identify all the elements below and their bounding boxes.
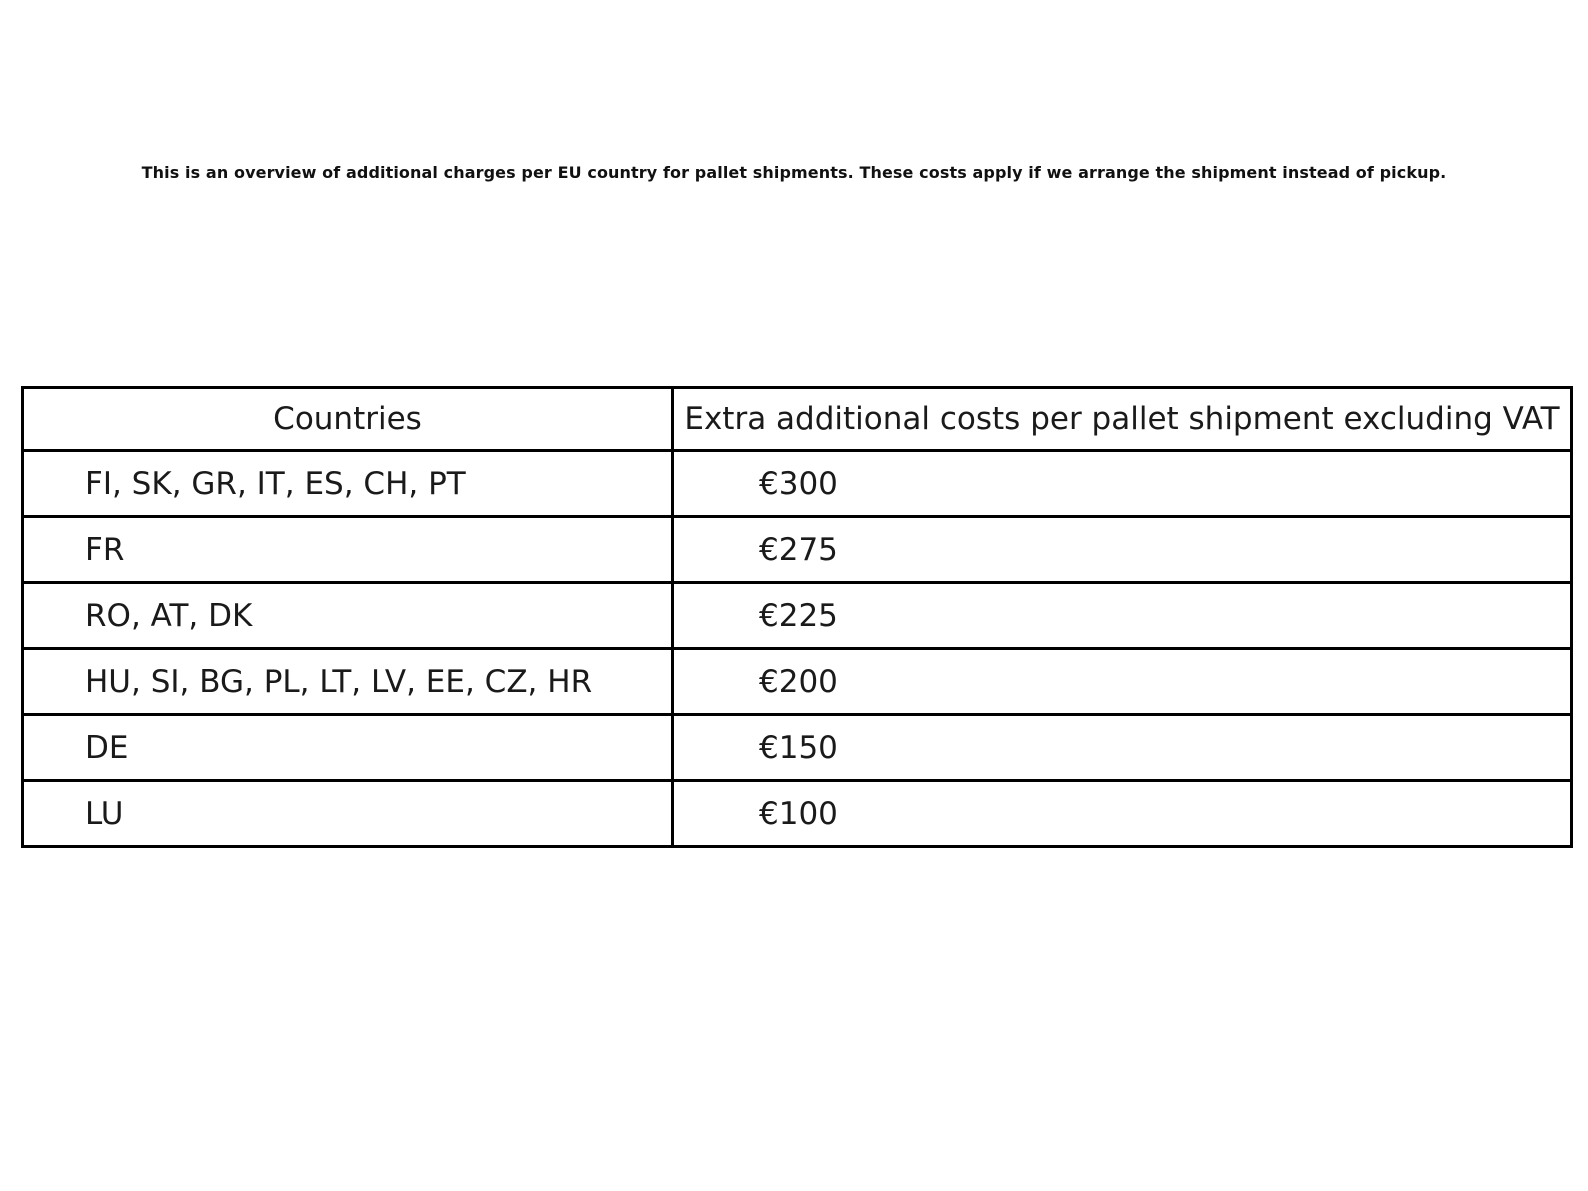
table-row <box>23 781 1572 847</box>
cost-cell: €300 <box>673 451 1572 517</box>
table-row <box>23 649 1572 715</box>
countries-cell: RO, AT, DK <box>23 583 673 649</box>
cost-cell: €200 <box>673 649 1572 715</box>
intro-note: This is an overview of additional charges per EU country for pallet shipments. These costs apply if we arrange the shipment instead of pickup. <box>141 163 1447 182</box>
cost-cell: €150 <box>673 715 1572 781</box>
table-header-row <box>23 388 1572 451</box>
cost-cell: €225 <box>673 583 1572 649</box>
countries-cell: LU <box>23 781 673 847</box>
countries-cell: FI, SK, GR, IT, ES, CH, PT <box>23 451 673 517</box>
countries-cell: FR <box>23 517 673 583</box>
table-row <box>23 715 1572 781</box>
charges-table <box>21 386 1573 848</box>
table-row <box>23 583 1572 649</box>
column-header-countries: Countries <box>23 388 673 451</box>
table-row <box>23 451 1572 517</box>
cost-cell: €275 <box>673 517 1572 583</box>
cost-cell: €100 <box>673 781 1572 847</box>
table-row <box>23 517 1572 583</box>
countries-cell: HU, SI, BG, PL, LT, LV, EE, CZ, HR <box>23 649 673 715</box>
column-header-costs: Extra additional costs per pallet shipment excluding VAT <box>673 388 1572 451</box>
countries-cell: DE <box>23 715 673 781</box>
